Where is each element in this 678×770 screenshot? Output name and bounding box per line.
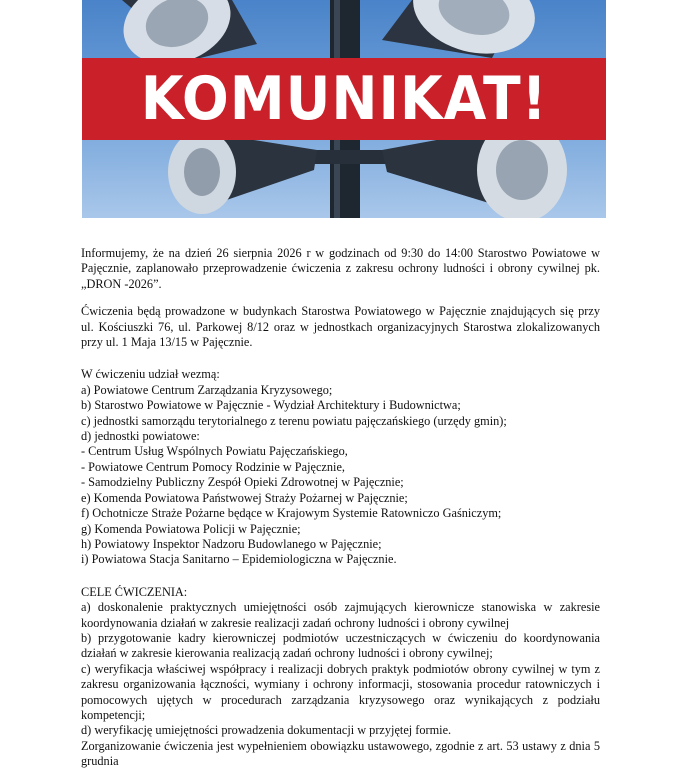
participant-item: - Centrum Usług Wspólnych Powiatu Pajęczańskiego, [81, 444, 348, 459]
goal-item: d) weryfikację umiejętności prowadzenia dokumentacji w przyjętej formie. [81, 723, 452, 738]
participant-item: e) Komenda Powiatowa Państwowej Straży Pożarnej w Pajęcznie; [81, 490, 408, 505]
participants-heading: W ćwiczeniu udział wezmą: [81, 367, 220, 382]
participant-item: i) Powiatowa Stacja Sanitarno – Epidemiologiczna w Pajęcznie. [81, 552, 397, 567]
participant-item: d) jednostki powiatowe: [81, 429, 200, 444]
goal-item: a) doskonalenie praktycznych umiejętności osób zajmujących kierownicze stanowiska w zakresie koordynowania działań w zakresie realizacji zadań ochrony ludności i obrony cywilnej [81, 600, 600, 630]
participant-item: b) Starostwo Powiatowe w Pajęcznie - Wydział Architektury i Budownictwa; [81, 398, 461, 413]
intro-paragraph: Informujemy, że na dzień 26 sierpnia 2026 r w godzinach od 9:30 do 14:00 Starostwo Powiatowe w Pajęcznie, zaplanowało przeprowadzenie ćwiczenia z zakresu ochrony ludności i obrony cywilnej pk. „DRON -2026”. [81, 246, 600, 291]
participant-item: f) Ochotnicze Straże Pożarne będące w Krajowym Systemie Ratowniczo Gaśniczym; [81, 506, 502, 521]
announcement-body [81, 246, 600, 770]
participant-item: h) Powiatowy Inspektor Nadzoru Budowlanego w Pajęcznie; [81, 536, 382, 551]
goal-item: Zorganizowanie ćwiczenia jest wypełnieniem obowiązku ustawowego, zgodnie z art. 53 ustawy z dnia 5 grudnia [81, 738, 600, 769]
banner-title: KOMUNIKAT! [140, 64, 548, 134]
goals-heading: CELE ĆWICZENIA: [81, 584, 188, 599]
goal-item: b) przygotowanie kadry kierowniczej podmiotów uczestniczących w ćwiczeniu do koordynowania działań w zakresie kierowania realizacją zadań ochrony ludności i obrony cywilnej; [81, 630, 600, 661]
participant-item: - Samodzielny Publiczny Zespół Opieki Zdrowotnej w Pajęcznie; [81, 475, 404, 490]
banner-image [82, 0, 606, 218]
participant-item: a) Powiatowe Centrum Zarządzania Kryzysowego; [81, 382, 333, 397]
banner-title-band [82, 58, 606, 140]
participant-item: g) Komenda Powiatowa Policji w Pajęcznie; [81, 521, 301, 536]
participant-item: c) jednostki samorządu terytorialnego z terenu powiatu pajęczańskiego (urzędy gmin); [81, 413, 507, 428]
participant-item: - Powiatowe Centrum Pomocy Rodzinie w Pajęcznie, [81, 459, 345, 474]
goal-item: c) weryfikacja właściwej współpracy i realizacji dobrych praktyk podmiotów obrony cywilnej w tym z zakresu organizowania łączności, wymiany i ochrony informacji, stosowania procedur ratowniczych i pomocowych ujętych w procedurach zarządzania kryzysowego oraz wynikających z podziału kompetencji; [81, 661, 600, 722]
location-paragraph: Ćwiczenia będą prowadzone w budynkach Starostwa Powiatowego w Pajęcznie znajdujących się przy ul. Kościuszki 76, ul. Parkowej 8/12 oraz w jednostkach organizacyjnych Starostwa zlokalizowanych przy ul. 1 Maja 13/15 w Pajęcznie. [81, 304, 600, 350]
